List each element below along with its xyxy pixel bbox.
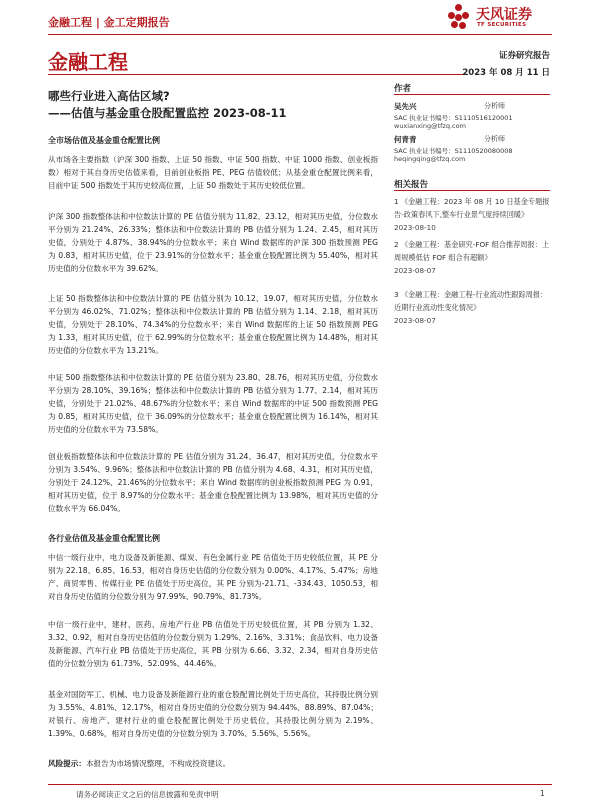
authors-divider <box>394 94 550 95</box>
related-report-title[interactable]: 3 《金融工程：金融工程-行业流动性跟踪周报：近期行业流动性变化情况》 <box>394 290 548 312</box>
paragraph-market-overview: 从市场各主要指数（沪深 300 指数、上证 50 指数、中证 500 指数、中证 1000 指数、创业板指数）相对于其自身历史估值来看，目前创业板指 PE、PEG 估值较低；从基金重仓配置比例来看，目前中证 500 指数处于其历史较高位置，上证 50 指数处于其历史较低位置。 <box>48 155 378 190</box>
author-license: SAC 执业证书编号：S1110520080008 <box>394 147 513 155</box>
related-report-item[interactable] <box>394 288 552 327</box>
related-report-item[interactable] <box>394 195 552 234</box>
report-subtitle: ——估值与基金重仓股配置监控 2023-08-11 <box>48 106 287 120</box>
paragraph-fund-allocation: 基金对国防军工、机械、电力设备及新能源行业的重仓股配置比例处于历史高位，其持股比例分别为 3.55%、4.81%、12.17%，相对自身历史值的分位数分别为 94.44%、88.89%、87.04%；对银行、房地产、建材行业的重仓股配置比例处于历史低位，其持股比例分别为 2.19%、1.39%、0.68%，相对自身历史值的分位数分别为 3.70%、5.56%、5.56%。 <box>48 690 378 738</box>
author-role: 分析师 <box>484 102 505 110</box>
paragraph-industry-pe: 中信一级行业中，电力设备及新能源、煤炭、有色金属行业 PE 估值处于历史较低位置，其 PE 分别为 22.18、6.85、16.53，相对自身历史估值的分位数分别为 0.00%、4.17%、5.47%；房地产、商贸零售、传媒行业 PE 估值处于历史高位，其 PE 分别为-21.71、-334.43、1050.53，相对自身历史估值的分位数分别为 97.99%、90.79%、81.73%。 <box>48 553 378 601</box>
title-divider <box>48 74 468 75</box>
footer-divider <box>48 784 552 785</box>
authors-heading: 作者 <box>394 84 412 94</box>
related-report-title[interactable]: 2 《金融工程：基金研究-FOF 组合推荐周报：上周规模低估 FOF 组合有超额》 <box>394 240 550 262</box>
doc-type-title: 金融工程 <box>48 50 128 74</box>
page-number: 1 <box>540 789 545 798</box>
author-name: 吴先兴 <box>394 102 417 111</box>
tf-securities-logo <box>446 2 556 34</box>
risk-label: 风险提示： <box>48 759 86 768</box>
related-reports-heading: 相关报告 <box>394 180 429 190</box>
header-divider <box>48 34 552 35</box>
section-heading-industry: 各行业估值及基金重仓配置比例 <box>48 534 160 543</box>
related-report-item[interactable] <box>394 238 552 277</box>
logo-name-en: TF SECURITIES <box>477 22 527 28</box>
risk-warning <box>48 758 230 769</box>
report-date: 2023 年 08 月 11 日 <box>462 68 550 78</box>
paragraph-industry-pb: 中信一级行业中，建材、医药、房地产行业 PB 估值处于历史较低位置，其 PB 分别为 1.32、3.32、0.92，相对自身历史估值的分位数分别为 1.29%、2.16%、3.31%；食品饮料、电力设备及新能源、汽车行业 PB 估值处于历史高位，其 PB 分别为 6.66、3.32、2.34，相对自身历史估值的分位数分别为 61.73%、52.09%、44.46%。 <box>48 620 378 668</box>
related-report-date: 2023-08-10 <box>394 223 436 232</box>
related-report-date: 2023-08-07 <box>394 266 436 275</box>
author-role: 分析师 <box>484 135 505 143</box>
report-title: 哪些行业进入高估区域? <box>48 89 170 103</box>
paragraph-chinext: 创业板指数整体法和中位数法计算的 PE 估值分别为 31.24、36.47，相对其历史值，分位数水平分别为 3.54%、9.96%；整体法和中位数法计算的 PB 估值分别为 4.68、4.31，相对其历史值，分别处于 24.12%、21.46%的分位数水平；来自 Wind 数据库的创业板指数预测 PEG 为 0.91，相对其历史值，位于 8.97%的分位数水平；基金重仓股配置比例为 13.98%，相对其历史值的分位数水平为 66.04%。 <box>48 452 378 513</box>
paragraph-hs300: 沪深 300 指数整体法和中位数法计算的 PE 估值分别为 11.82、23.12，相对其历史值，分位数水平分别为 21.24%、26.33%；整体法和中位数法计算的 PB 估值分别为 1.24、2.45，相对其历史值，分别处于 4.87%、38.94%的分位数水平；来自 Wind 数据库的沪深 300 指数预测 PEG 为 0.83，相对其历史值，位于 23.91%的分位数水平；基金重仓股配置比例为 55.40%，相对其历史值的分位数水平为 39.62%。 <box>48 212 379 273</box>
paragraph-sz50: 上证 50 指数整体法和中位数法计算的 PE 估值分别为 10.12、19.07，相对其历史值，分位数水平分别为 46.02%、71.02%；整体法和中位数法计算的 PB 估值分别为 1.14、2.18，相对其历史值，分别处于 28.10%、74.34%的分位数水平；来自 Wind 数据库的上证 50 指数预测 PEG 为 1.33，相对其历史值，位于 62.99%的分位数水平；基金重仓股配置比例为 14.48%，相对其历史值的分位数水平为 13.21%。 <box>48 294 378 355</box>
paragraph-zz500: 中证 500 指数整体法和中位数法计算的 PE 估值分别为 23.80、28.76，相对其历史值，分位数水平分别为 28.10%、39.16%；整体法和中位数法计算的 PB 估值分别为 1.77、2.14，相对其历史值，分别处于 21.02%、48.67%的分位数水平；来自 Wind 数据库的中证 500 指数预测 PEG 为 0.85，相对其历史值，位于 36.09%的分位数水平；基金重仓股配置比例为 16.14%，相对其历史值的分位数水平为 73.58%。 <box>48 373 379 434</box>
related-report-title[interactable]: 1 《金融工程：2023 年 08 月 10 日基金专题报告-政策春风下,整车行业景气度持续回暖》 <box>394 197 550 219</box>
author-email[interactable]: heqingqing@tfzq.com <box>394 155 466 163</box>
related-divider <box>394 190 550 191</box>
footer-disclaimer: 请务必阅读正文之后的信息披露和免责申明 <box>76 790 219 799</box>
risk-text: 本报告为市场情况整理，不构成投资建议。 <box>85 759 231 768</box>
related-report-date: 2023-08-07 <box>394 316 436 325</box>
logo-mark-icon <box>446 4 472 30</box>
logo-name-cn: 天风证券 <box>476 7 532 23</box>
report-type: 证券研究报告 <box>498 51 550 61</box>
author-email[interactable]: wuxianxing@tfzq.com <box>394 122 466 130</box>
author-license: SAC 执业证书编号：S1110516120001 <box>394 114 513 122</box>
section-heading-market: 全市场估值及基金重仓配置比例 <box>48 136 160 145</box>
author-name: 何青青 <box>394 135 417 144</box>
header-category: 金融工程 | 金工定期报告 <box>48 16 170 29</box>
